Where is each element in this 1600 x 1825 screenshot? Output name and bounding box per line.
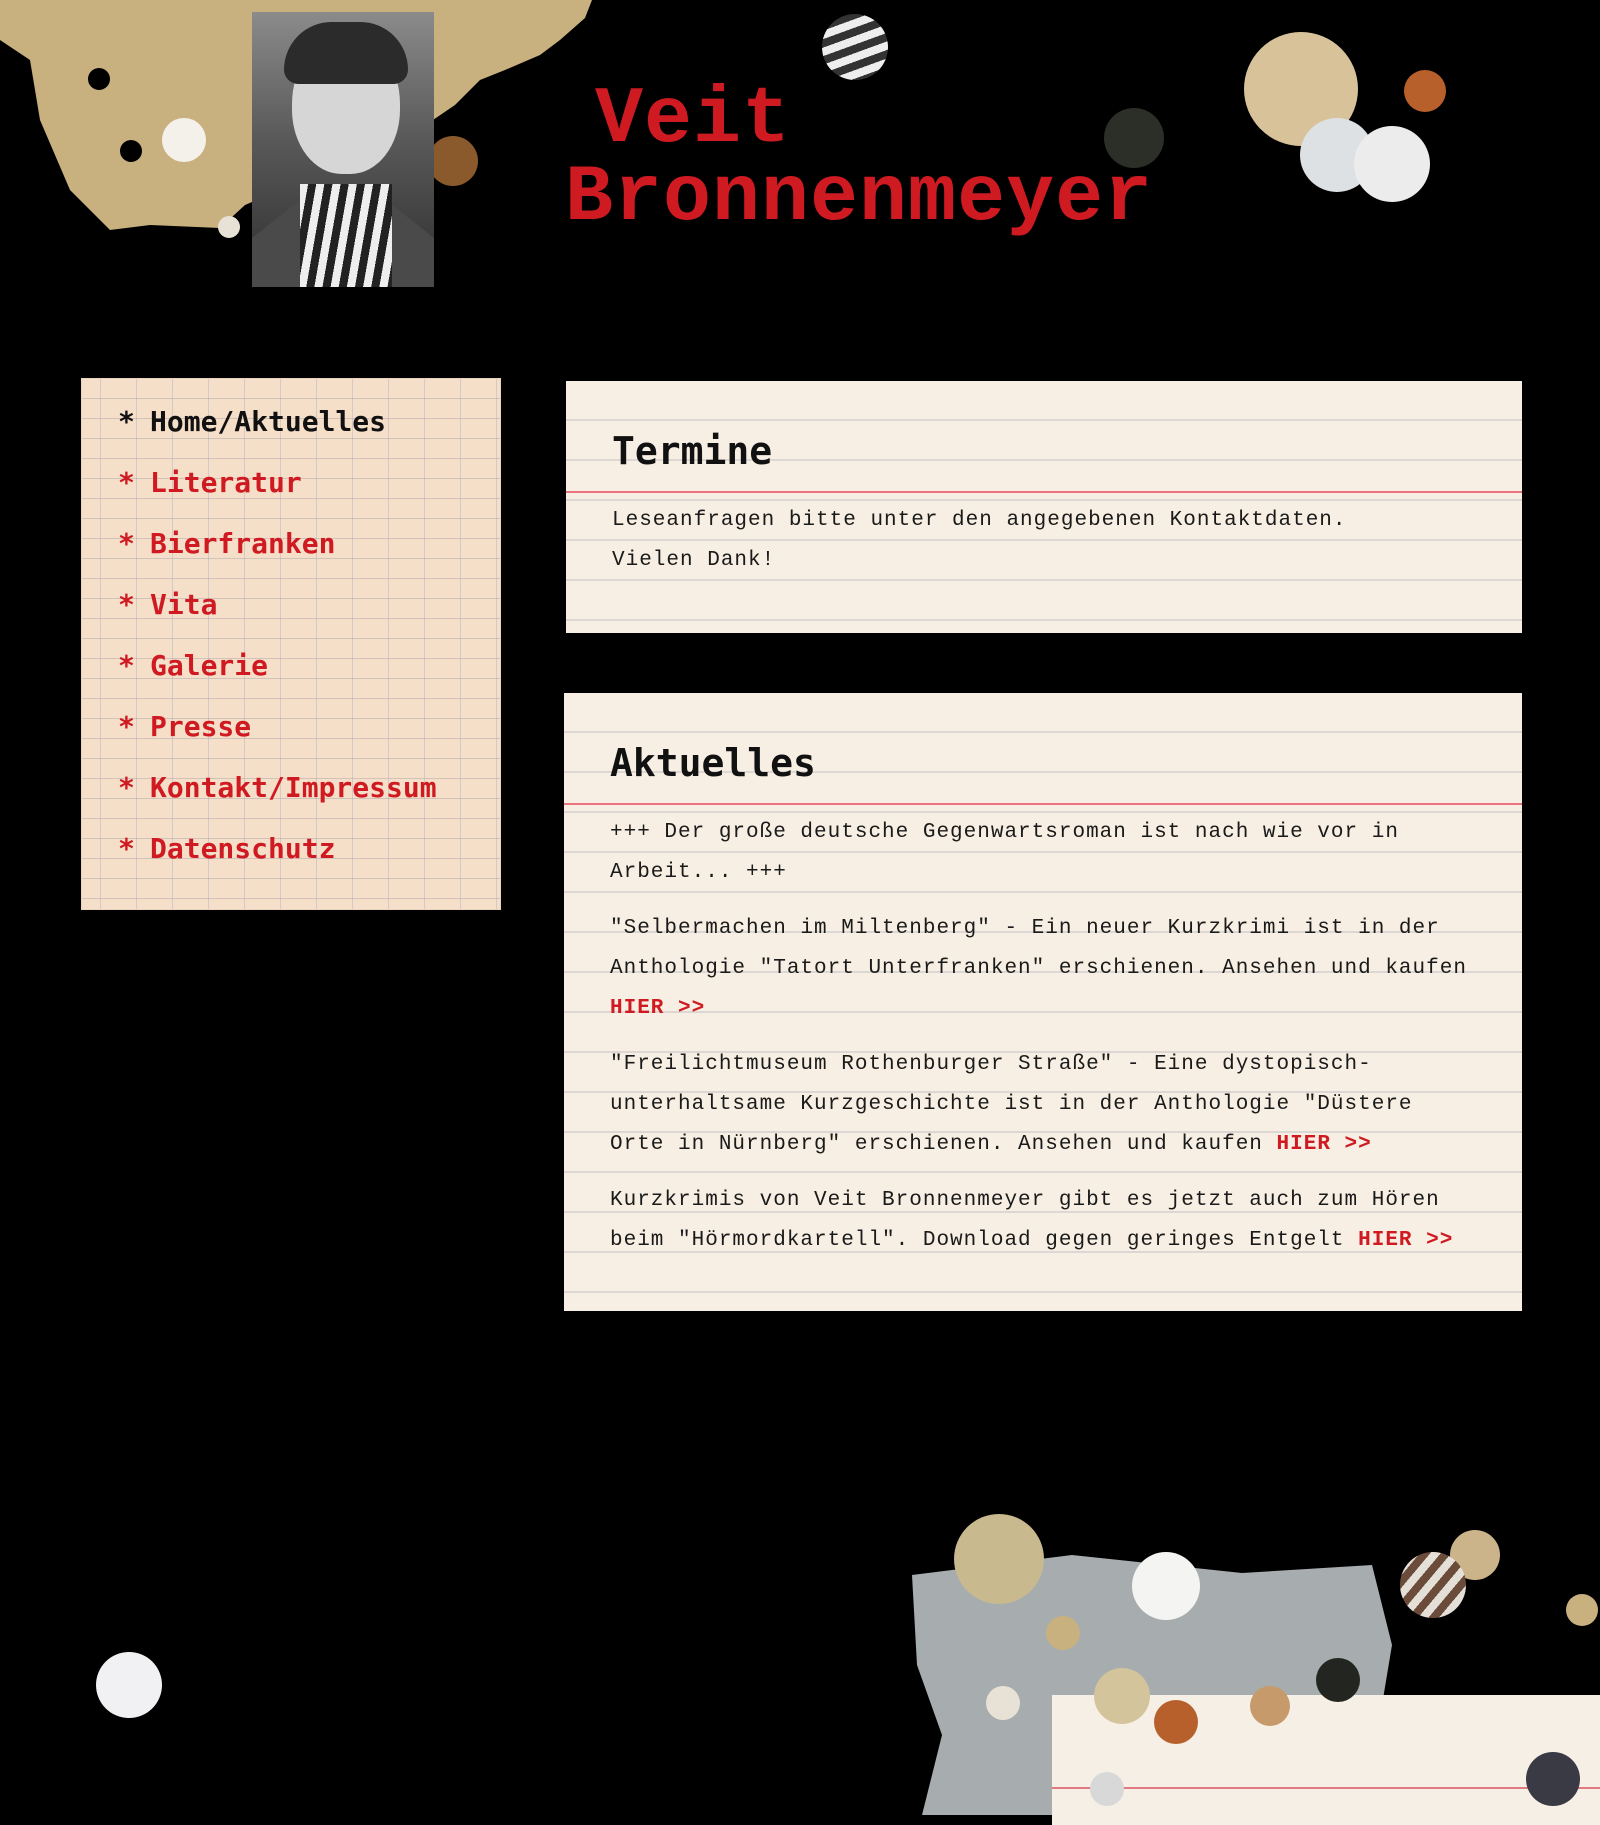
decorative-confetti-dot xyxy=(162,118,206,162)
decorative-confetti-dot xyxy=(218,216,240,238)
termine-card xyxy=(566,381,1522,633)
author-portrait xyxy=(252,12,434,287)
termine-text xyxy=(566,501,1522,581)
decorative-confetti-dot xyxy=(120,140,142,162)
nav-link-galerie[interactable]: Galerie xyxy=(150,649,269,682)
termine-line-1: Leseanfragen bitte unter den angegebenen Kontaktdaten. xyxy=(612,509,1347,532)
site-title-last-name: Bronnenmeyer xyxy=(565,153,1154,244)
news-item-3-text: "Freilichtmuseum Rothenburger Straße" - Eine dystopisch-unterhaltsame Kurzgeschichte ist in der Anthologie "Düstere Orte in Nürnberg" erschienen. Ansehen und kaufen xyxy=(610,1053,1413,1156)
aktuelles-card xyxy=(564,693,1522,1311)
nav-item-kontakt-impressum xyxy=(118,771,500,832)
decorative-confetti-dot xyxy=(1250,1686,1290,1726)
decorative-confetti-dot xyxy=(428,136,478,186)
news-item-2 xyxy=(564,909,1522,1029)
heading-divider xyxy=(564,803,1522,805)
news-item-2-hier-link[interactable]: HIER >> xyxy=(610,997,706,1020)
decorative-confetti-dot xyxy=(88,68,110,90)
news-item-4-text: Kurzkrimis von Veit Bronnenmeyer gibt es jetzt auch zum Hören beim "Hörmordkartell". Download gegen geringes Entgelt xyxy=(610,1189,1440,1252)
decorative-confetti-dot xyxy=(96,1652,162,1718)
decorative-confetti-dot xyxy=(1354,126,1430,202)
nav-list xyxy=(82,379,500,893)
decorative-confetti-dot xyxy=(1154,1700,1198,1744)
decorative-confetti-dot xyxy=(1400,1552,1466,1618)
nav-bullet-icon: * xyxy=(118,832,135,865)
nav-bullet-icon: * xyxy=(118,527,135,560)
nav-link-bierfranken[interactable]: Bierfranken xyxy=(150,527,336,560)
decorative-confetti-dot xyxy=(954,1514,1044,1604)
nav-link-presse[interactable]: Presse xyxy=(150,710,252,743)
termine-heading: Termine xyxy=(612,429,773,473)
nav-bullet-icon: * xyxy=(118,649,135,682)
decorative-confetti-dot xyxy=(986,1686,1020,1720)
news-item-1-text: +++ Der große deutsche Gegenwartsroman ist nach wie vor in Arbeit... +++ xyxy=(610,821,1399,884)
nav-item-datenschutz xyxy=(118,832,500,893)
nav-item-galerie xyxy=(118,649,500,710)
nav-bullet-icon: * xyxy=(118,466,135,499)
termine-line-2: Vielen Dank! xyxy=(612,549,776,572)
site-title xyxy=(565,75,1154,244)
decorative-confetti-dot xyxy=(1526,1752,1580,1806)
nav-link-kontakt-impressum[interactable]: Kontakt/Impressum xyxy=(150,771,437,804)
nav-item-literatur xyxy=(118,466,500,527)
nav-item-bierfranken xyxy=(118,527,500,588)
decorative-confetti-dot xyxy=(822,14,888,80)
news-item-1 xyxy=(564,813,1522,893)
nav-link-datenschutz[interactable]: Datenschutz xyxy=(150,832,336,865)
decorative-confetti-dot xyxy=(1316,1658,1360,1702)
news-item-4 xyxy=(564,1181,1522,1261)
nav-bullet-icon: * xyxy=(118,771,135,804)
decorative-confetti-dot xyxy=(1046,1616,1080,1650)
news-item-4-hier-link[interactable]: HIER >> xyxy=(1358,1229,1454,1252)
nav-link-home-aktuelles[interactable]: Home/Aktuelles xyxy=(150,405,387,438)
portrait-scarf xyxy=(300,184,392,287)
aktuelles-heading: Aktuelles xyxy=(610,741,816,785)
decorative-confetti-dot xyxy=(1132,1552,1200,1620)
nav-bullet-icon: * xyxy=(118,405,135,438)
decorative-confetti-dot xyxy=(1090,1772,1124,1806)
news-item-2-text: "Selbermachen im Miltenberg" - Ein neuer Kurzkrimi ist in der Anthologie "Tatort Unterfranken" erschienen. Ansehen und kaufen xyxy=(610,917,1467,980)
news-item-3 xyxy=(564,1045,1522,1165)
decorative-confetti-dot xyxy=(1094,1668,1150,1724)
nav-item-presse xyxy=(118,710,500,771)
heading-divider xyxy=(566,491,1522,493)
site-title-first-name: Veit xyxy=(595,75,792,166)
nav-item-home-aktuelles xyxy=(118,405,500,466)
nav-link-literatur[interactable]: Literatur xyxy=(150,466,302,499)
nav-bullet-icon: * xyxy=(118,588,135,621)
main-navigation xyxy=(82,379,500,909)
portrait-hair xyxy=(284,22,408,84)
decorative-confetti-dot xyxy=(1566,1594,1598,1626)
decorative-confetti-dot xyxy=(1404,70,1446,112)
nav-link-vita[interactable]: Vita xyxy=(150,588,218,621)
news-item-3-hier-link[interactable]: HIER >> xyxy=(1276,1133,1372,1156)
nav-item-vita xyxy=(118,588,500,649)
nav-bullet-icon: * xyxy=(118,710,135,743)
